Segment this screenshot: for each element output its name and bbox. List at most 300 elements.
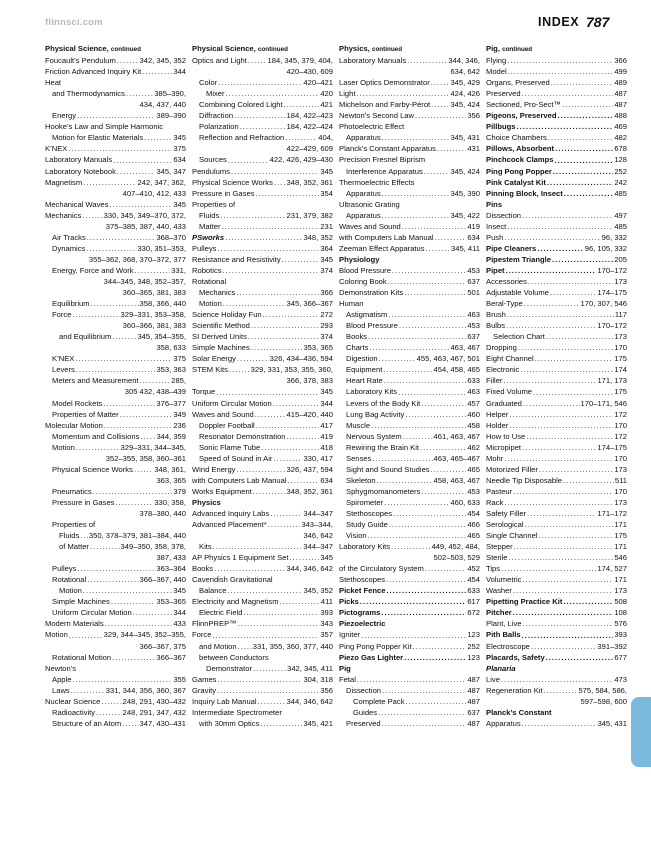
entry-term bbox=[486, 541, 513, 552]
entry-term bbox=[52, 132, 143, 143]
index-heading bbox=[486, 43, 627, 55]
page-references: 360–365, 381, 383 bbox=[122, 288, 186, 298]
index-column-2 bbox=[192, 43, 333, 729]
page-references: 389–390 bbox=[156, 111, 186, 121]
entry-term-text: Balance bbox=[199, 586, 227, 596]
index-entry bbox=[339, 143, 480, 154]
entry-term bbox=[339, 88, 355, 99]
page-references: 174–175 bbox=[597, 442, 627, 452]
index-entry bbox=[339, 320, 480, 331]
index-entry bbox=[486, 464, 627, 475]
page-references: 344, 346, bbox=[448, 56, 480, 66]
page-references: 489 bbox=[614, 78, 627, 88]
entry-term bbox=[486, 364, 519, 375]
entry-term bbox=[52, 674, 71, 685]
page-references: 375 bbox=[173, 354, 186, 364]
entry-term-text: Laboratory Manuals bbox=[339, 56, 407, 66]
index-heading bbox=[339, 585, 480, 596]
page-references: 458, 463, 467 bbox=[433, 475, 480, 485]
entry-term-text: Uniform Circular Motion bbox=[192, 398, 272, 408]
entry-term-text: Live bbox=[486, 674, 500, 684]
index-entry bbox=[45, 409, 186, 420]
entry-term bbox=[199, 442, 260, 453]
entry-term-text: Equipment bbox=[346, 365, 383, 375]
entry-term bbox=[52, 398, 102, 409]
index-entry bbox=[192, 210, 333, 221]
page-references: 170–171, 546 bbox=[580, 398, 627, 408]
page-references: 487 bbox=[467, 674, 480, 684]
index-entry bbox=[45, 353, 186, 364]
page-references: 353–365 bbox=[156, 597, 186, 607]
entry-term-text: Laws bbox=[52, 685, 70, 695]
index-heading bbox=[339, 254, 480, 265]
leader-dots bbox=[520, 364, 613, 375]
page-references: 672 bbox=[467, 608, 480, 618]
entry-term-text: Digestion bbox=[346, 354, 378, 364]
leader-dots bbox=[60, 641, 139, 652]
entry-term bbox=[339, 298, 363, 309]
entry-term bbox=[199, 110, 233, 121]
index-entry bbox=[486, 519, 627, 530]
entry-term-text: Pictograms bbox=[339, 608, 381, 618]
entry-term-text: Stethoscopes bbox=[339, 575, 386, 585]
page-references: 128 bbox=[614, 155, 627, 165]
entry-term bbox=[486, 287, 549, 298]
entry-term-text: Cavendish Gravitational bbox=[192, 575, 273, 585]
entry-term-text: Apparatus bbox=[346, 210, 381, 220]
index-entry bbox=[45, 652, 186, 663]
leader-dots bbox=[368, 530, 467, 541]
leader-dots bbox=[60, 508, 139, 519]
entry-term bbox=[45, 663, 76, 674]
leader-dots bbox=[392, 265, 466, 276]
page-references: 449, 452, 484, bbox=[431, 542, 480, 552]
leader-dots bbox=[112, 652, 155, 663]
page-references: 347, 430–431 bbox=[139, 718, 186, 728]
entry-term-text: Pinning Block, Insect bbox=[486, 188, 563, 198]
index-heading bbox=[339, 43, 480, 55]
leader-dots bbox=[503, 375, 596, 386]
page-references: 352–355, 358, 360–361 bbox=[105, 453, 186, 463]
page-references: 453 bbox=[467, 486, 480, 496]
index-entry bbox=[339, 309, 480, 320]
entry-term bbox=[45, 618, 104, 629]
entry-term-text: Motion for Elastic Materials bbox=[52, 133, 144, 143]
page-references: 353, 365 bbox=[303, 343, 333, 353]
entry-term bbox=[192, 364, 228, 375]
entry-term-text: Momentum and Collisions bbox=[52, 431, 140, 441]
leader-dots bbox=[223, 265, 320, 276]
index-entry bbox=[192, 541, 333, 552]
index-entry bbox=[486, 398, 627, 409]
entry-term-text: Doppler Football bbox=[199, 420, 255, 430]
entry-term bbox=[192, 674, 216, 685]
leader-dots bbox=[236, 287, 319, 298]
entry-term-text: Pig, bbox=[486, 44, 500, 53]
entry-term bbox=[45, 177, 82, 188]
page-references: 454, 458, 465 bbox=[433, 365, 480, 375]
index-entry bbox=[486, 442, 627, 453]
page-references: 345, 354–355, bbox=[137, 332, 186, 342]
entry-term-text: Micropipet bbox=[486, 442, 522, 452]
page-header bbox=[0, 0, 651, 40]
entry-term-text: Works Equipment bbox=[192, 486, 252, 496]
entry-term-text: Brush bbox=[486, 310, 506, 320]
leader-dots bbox=[115, 497, 153, 508]
page-references: 170 bbox=[614, 453, 627, 463]
entry-term-text: Holder bbox=[486, 420, 509, 430]
entry-term-text: Washer bbox=[486, 586, 512, 596]
index-continuation-line bbox=[45, 276, 186, 287]
index-entry bbox=[339, 674, 480, 685]
page-references: 368–370 bbox=[156, 232, 186, 242]
leader-dots bbox=[76, 364, 156, 375]
leader-dots bbox=[228, 155, 269, 166]
index-entry bbox=[45, 486, 186, 497]
entry-term bbox=[192, 409, 254, 420]
index-heading bbox=[486, 607, 627, 618]
leader-dots bbox=[522, 210, 613, 221]
entry-term-text: Piezoelectric bbox=[339, 619, 386, 629]
index-heading bbox=[339, 652, 480, 663]
entry-term-text: K’NEX bbox=[52, 354, 75, 364]
entry-term bbox=[199, 121, 239, 132]
index-heading bbox=[192, 43, 333, 55]
entry-term bbox=[199, 453, 272, 464]
page-references: 366–367, 375 bbox=[139, 641, 186, 651]
index-entry bbox=[339, 508, 480, 519]
page-references: 375 bbox=[173, 144, 186, 154]
entry-term-text: Pink Catalyst Kit bbox=[486, 177, 546, 187]
entry-term-text: Tips bbox=[486, 564, 501, 574]
leader-dots bbox=[522, 574, 613, 585]
leader-dots bbox=[371, 420, 466, 431]
page-references: 452 bbox=[467, 564, 480, 574]
index-entry bbox=[339, 331, 480, 342]
page-references: 123 bbox=[467, 630, 480, 640]
page-references: 457 bbox=[467, 398, 480, 408]
entry-term bbox=[192, 166, 230, 177]
entry-term bbox=[199, 298, 222, 309]
index-entry bbox=[45, 232, 186, 243]
index-entry bbox=[486, 55, 627, 66]
entry-term-text: Laboratory Kits bbox=[339, 542, 391, 552]
entry-term-text: Needle Tip Disposable bbox=[486, 475, 562, 485]
entry-term-text: Push bbox=[486, 232, 504, 242]
index-entry bbox=[339, 287, 480, 298]
page-references: 634 bbox=[173, 155, 186, 165]
page-references: 501 bbox=[467, 288, 480, 298]
entry-term-text: Kits bbox=[199, 542, 212, 552]
entry-term bbox=[59, 530, 79, 541]
entry-term bbox=[346, 508, 392, 519]
entry-term bbox=[192, 386, 215, 397]
leader-dots bbox=[402, 221, 467, 232]
entry-term-text: K’NEX bbox=[45, 144, 68, 154]
index-entry bbox=[45, 143, 186, 154]
entry-term bbox=[486, 607, 512, 618]
entry-term bbox=[192, 309, 262, 320]
entry-term-text: Blood Pressure bbox=[339, 265, 391, 275]
index-entry bbox=[192, 420, 333, 431]
entry-term-text: Apparatus bbox=[346, 188, 381, 198]
entry-term-text: Electricity and Magnetism bbox=[192, 597, 279, 607]
entry-term-text: Electroscope bbox=[486, 641, 530, 651]
page-references: 463, 467 bbox=[450, 343, 480, 353]
entry-term bbox=[192, 475, 287, 486]
page-references: 422–429, 609 bbox=[286, 144, 333, 154]
entry-term bbox=[339, 121, 404, 132]
entry-term bbox=[199, 154, 227, 165]
index-entry bbox=[45, 563, 186, 574]
leader-dots bbox=[243, 607, 319, 618]
leader-dots bbox=[72, 309, 119, 320]
leader-dots bbox=[220, 210, 285, 221]
entry-term bbox=[346, 364, 382, 375]
entry-term-text: Advanced Placement* bbox=[192, 520, 267, 530]
entry-term bbox=[199, 585, 226, 596]
page-references: 175 bbox=[614, 531, 627, 541]
index-continuation-line bbox=[192, 66, 333, 77]
entry-term-text: Vision bbox=[346, 531, 367, 541]
entry-term bbox=[346, 420, 370, 431]
index-heading bbox=[486, 663, 627, 674]
entry-term bbox=[346, 464, 430, 475]
entry-term bbox=[486, 375, 502, 386]
index-entry bbox=[339, 530, 480, 541]
index-entry bbox=[486, 298, 627, 309]
entry-term bbox=[52, 442, 75, 453]
page-references: 175 bbox=[614, 387, 627, 397]
entry-term-text: Dissection bbox=[486, 210, 522, 220]
entry-term-text: Pillows, Absorbent bbox=[486, 144, 555, 154]
entry-term-text: Serological bbox=[486, 520, 524, 530]
entry-term bbox=[45, 420, 103, 431]
entry-term bbox=[339, 563, 424, 574]
page-references: 379 bbox=[173, 486, 186, 496]
index-entry bbox=[192, 342, 333, 353]
page-references: 454 bbox=[467, 575, 480, 585]
entry-term-text: Properties of Matter bbox=[52, 409, 119, 419]
entry-term bbox=[52, 718, 121, 729]
entry-term-text: Diffraction bbox=[199, 111, 234, 121]
entry-term-text: Bulbs bbox=[486, 321, 505, 331]
page-references: 385–390, bbox=[154, 89, 186, 99]
entry-term bbox=[486, 66, 507, 77]
index-continuation-line bbox=[45, 475, 186, 486]
page-references: 458 bbox=[467, 420, 480, 430]
index-entry bbox=[192, 221, 333, 232]
page-references: 366–367, 440 bbox=[139, 575, 186, 585]
page-references: 170 bbox=[614, 420, 627, 430]
index-entry bbox=[45, 718, 186, 729]
page-references: 344–345, 348, 352–357, bbox=[103, 276, 186, 286]
entry-term-text: with Computers Lab Manual bbox=[192, 475, 287, 485]
page-references: 123 bbox=[467, 652, 480, 662]
leader-dots bbox=[523, 398, 580, 409]
leader-dots bbox=[501, 674, 613, 685]
page-references: 345, 429 bbox=[450, 78, 480, 88]
page-references: 248, 291, 430–432 bbox=[122, 696, 186, 706]
page-references: 171 bbox=[614, 520, 627, 530]
index-entry bbox=[486, 453, 627, 464]
page-references: 344, 359 bbox=[156, 431, 186, 441]
leader-dots bbox=[214, 563, 285, 574]
page-references: 252 bbox=[467, 641, 480, 651]
entry-term-text: Rack bbox=[486, 497, 504, 507]
entry-term bbox=[45, 199, 108, 210]
page-references: 597–598, 600 bbox=[580, 696, 627, 706]
page-references: 344 bbox=[173, 608, 186, 618]
index-entry bbox=[45, 199, 186, 210]
index-heading bbox=[192, 497, 333, 508]
page-references: 363, 365 bbox=[156, 475, 186, 485]
entry-term bbox=[339, 55, 406, 66]
page-references: 356 bbox=[467, 111, 480, 121]
entry-term bbox=[52, 574, 86, 585]
entry-term-text: Properties of bbox=[52, 520, 96, 530]
leader-dots bbox=[122, 718, 138, 729]
index-entry bbox=[45, 166, 186, 177]
index-entry bbox=[192, 707, 333, 718]
index-entry bbox=[339, 55, 480, 66]
entry-term bbox=[486, 232, 503, 243]
index-entry bbox=[192, 154, 333, 165]
leader-dots bbox=[60, 99, 139, 110]
leader-dots bbox=[522, 630, 614, 641]
page-references: 242, 347, 362, bbox=[137, 177, 186, 187]
leader-dots bbox=[551, 77, 614, 88]
index-entry bbox=[339, 431, 480, 442]
leader-dots bbox=[68, 143, 172, 154]
entry-term-text: Senses bbox=[346, 453, 372, 463]
entry-term bbox=[192, 232, 224, 243]
entry-term-text: Inquiry Lab Manual bbox=[192, 696, 257, 706]
leader-dots bbox=[96, 707, 122, 718]
index-heading bbox=[486, 243, 627, 254]
index-entry bbox=[192, 629, 333, 640]
page-references: 375–385, 387, 440, 433 bbox=[105, 221, 186, 231]
index-entry bbox=[192, 442, 333, 453]
entry-term-text: Photoelectric Effect bbox=[339, 122, 405, 132]
entry-term-text: Fluids bbox=[59, 531, 80, 541]
page-references: 184, 422–424 bbox=[286, 122, 333, 132]
entry-term-text: SI Derived Units bbox=[192, 332, 247, 342]
entry-term-text: Optics and Light bbox=[192, 56, 247, 66]
section-thumb-tab bbox=[631, 697, 651, 767]
page-references: 487 bbox=[467, 718, 480, 728]
entry-term bbox=[486, 508, 526, 519]
entry-term-text: Motorized Filler bbox=[486, 464, 538, 474]
page-references: 420–430, 609 bbox=[286, 67, 333, 77]
leader-dots bbox=[255, 188, 319, 199]
leader-dots bbox=[109, 199, 172, 210]
index-entry bbox=[192, 199, 333, 210]
leader-dots bbox=[226, 88, 320, 99]
section-title: INDEX bbox=[538, 15, 580, 29]
entry-term-text: Apparatus bbox=[486, 718, 521, 728]
entry-term-text: Ultrasonic Grating bbox=[339, 199, 400, 209]
page-references: 349–350, 358, 378, bbox=[120, 542, 186, 552]
entry-term bbox=[52, 88, 125, 99]
leader-dots bbox=[531, 641, 597, 652]
entry-term bbox=[486, 166, 552, 177]
entry-term-text: Mohr bbox=[486, 453, 504, 463]
entry-term-text: Sources bbox=[199, 155, 227, 165]
entry-term bbox=[59, 585, 82, 596]
entry-term bbox=[486, 618, 521, 629]
index-entry bbox=[45, 530, 186, 541]
index-heading bbox=[486, 166, 627, 177]
entry-term-text: with Computers Lab Manual bbox=[339, 232, 434, 242]
entry-term-text: Michelson and Farby-Pérot bbox=[339, 100, 431, 110]
page-references: 364 bbox=[320, 243, 333, 253]
page-references: 345 bbox=[320, 387, 333, 397]
index-entry bbox=[45, 629, 186, 640]
index-entry bbox=[486, 475, 627, 486]
entry-term-text: Properties of bbox=[192, 199, 236, 209]
leader-dots bbox=[261, 442, 319, 453]
entry-term bbox=[486, 530, 538, 541]
entry-term bbox=[192, 519, 267, 530]
entry-term-text: Friction Advanced Inquiry Kit bbox=[45, 67, 142, 77]
leader-dots bbox=[513, 486, 613, 497]
entry-term bbox=[52, 353, 74, 364]
index-heading bbox=[486, 110, 627, 121]
page-references: 502–503, 529 bbox=[433, 553, 480, 563]
entry-term bbox=[346, 497, 383, 508]
leader-dots bbox=[403, 431, 433, 442]
leader-dots bbox=[357, 674, 466, 685]
index-entry bbox=[486, 342, 627, 353]
entry-term bbox=[192, 574, 273, 585]
page-references: 349 bbox=[173, 409, 186, 419]
entry-term-text: Reflection and Refraction bbox=[199, 133, 285, 143]
entry-term bbox=[192, 342, 250, 353]
entry-term-text: Organs, Preserved bbox=[486, 78, 550, 88]
page-references: 344 bbox=[320, 398, 333, 408]
index-entry bbox=[45, 596, 186, 607]
entry-term bbox=[199, 641, 237, 652]
leader-dots bbox=[134, 464, 153, 475]
entry-term bbox=[206, 663, 252, 674]
entry-term bbox=[486, 420, 508, 431]
page-references: 434, 437, 440 bbox=[139, 100, 186, 110]
entry-term-text: of Matter bbox=[59, 542, 89, 552]
leader-dots bbox=[60, 453, 105, 464]
leader-dots bbox=[431, 464, 467, 475]
leader-dots bbox=[60, 188, 122, 199]
entry-term bbox=[192, 596, 279, 607]
page-references: 433 bbox=[173, 619, 186, 629]
entry-term bbox=[45, 55, 116, 66]
index-entry bbox=[192, 718, 333, 729]
index-entry bbox=[339, 519, 480, 530]
entry-term bbox=[45, 154, 112, 165]
leader-dots bbox=[389, 519, 467, 530]
entry-term bbox=[45, 166, 116, 177]
page-references: 171 bbox=[614, 542, 627, 552]
page-references: 482 bbox=[614, 133, 627, 143]
page-references: 345 bbox=[320, 254, 333, 264]
index-entry bbox=[486, 353, 627, 364]
page-references: 404, bbox=[318, 133, 333, 143]
page-references: 96, 105, 332 bbox=[584, 243, 627, 253]
leader-dots bbox=[382, 685, 466, 696]
index-columns bbox=[45, 43, 626, 838]
page-references: 345, 390 bbox=[450, 188, 480, 198]
index-entry bbox=[192, 287, 333, 298]
